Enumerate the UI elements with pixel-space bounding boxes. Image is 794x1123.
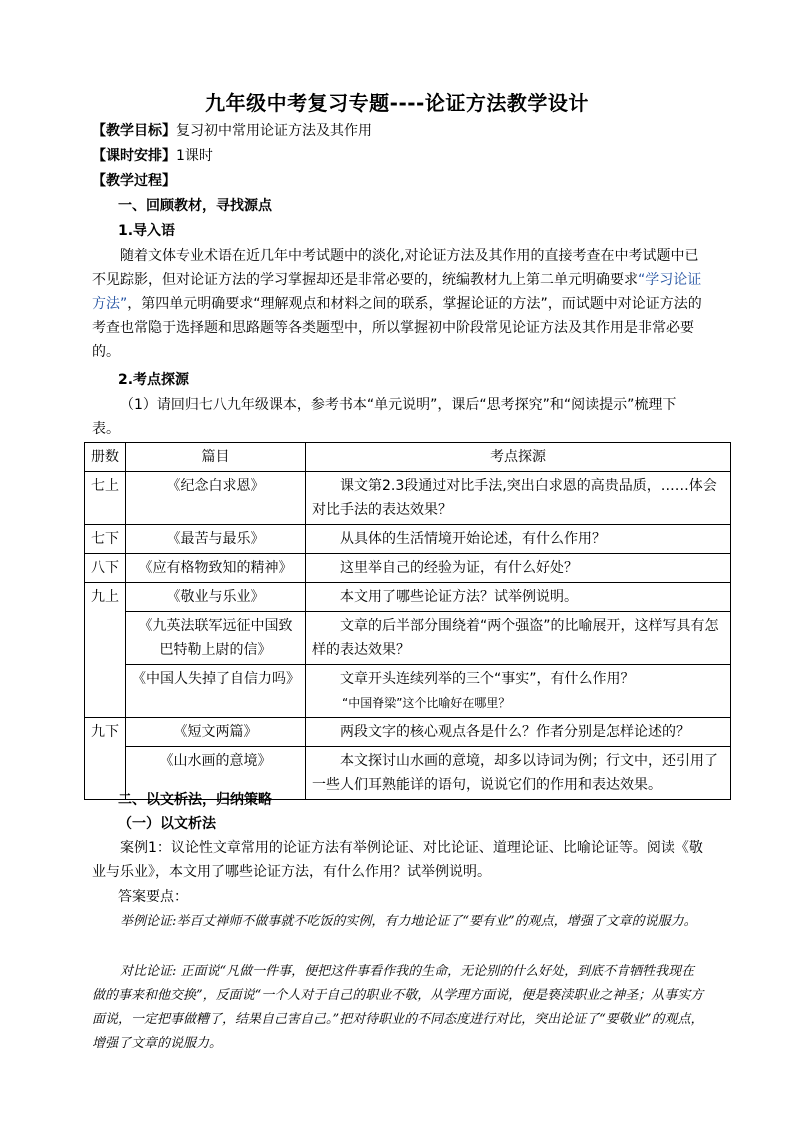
teaching-goal-text: 复习初中常用论证方法及其作用 bbox=[176, 123, 372, 139]
task-paragraph: （1）请回归七八九年级课本，参考书本“单元说明”，课后“思考探究”和“阅读提示”梳理下表。 bbox=[92, 397, 677, 437]
question-cell: 两段文字的核心观点各是什么？作者分别是怎样论述的？ bbox=[306, 718, 731, 747]
answer-label: 答案要点： bbox=[118, 889, 188, 905]
question-cell: 从具体的生活情境开始论述，有什么作用？ bbox=[306, 525, 731, 554]
intro-text-b: ，第四单元明确要求“理解观点和材料之间的联系，掌握论证的方法”，而试题中对论证方法的考查也常隐于选择题和思路题等各类题型中，所以掌握初中阶段常见论证方法及其作用是非常必要的。 bbox=[92, 296, 702, 360]
teaching-process-label: 【教学过程】 bbox=[92, 173, 176, 189]
question-cell: 这里举自己的经验为证，有什么好处？ bbox=[306, 554, 731, 583]
section1-sub1: 1.导入语 bbox=[118, 223, 176, 239]
table-row bbox=[85, 612, 731, 665]
table-row bbox=[85, 554, 731, 583]
book-cell: 七下 bbox=[85, 525, 126, 554]
section2-sub1: （一）以文析法 bbox=[118, 816, 216, 832]
table-row bbox=[85, 525, 731, 554]
intro-quote: “学习论证方法” bbox=[92, 272, 702, 312]
class-schedule bbox=[92, 144, 213, 168]
table-row bbox=[85, 718, 731, 747]
title-cell: 《最苦与最乐》 bbox=[126, 525, 306, 554]
table-header-row bbox=[85, 443, 731, 472]
section1-sub2: 2.考点探源 bbox=[118, 372, 190, 388]
section1-heading: 一、回顾教材，寻找源点 bbox=[118, 198, 272, 214]
class-schedule-text: 1课时 bbox=[176, 148, 213, 164]
title-cell: 《中国人失掉了自信力吗》 bbox=[126, 665, 306, 718]
question-cell: 文章的后半部分围绕着“两个强盗”的比喻展开，这样写具有怎样的表达效果？ bbox=[306, 612, 731, 665]
question-text: 文章开头连续列举的三个“事实”，有什么作用？ bbox=[340, 671, 635, 687]
title-cell: 《敬业与乐业》 bbox=[126, 583, 306, 612]
answer-example: 举例论证:举百丈禅师不做事就不吃饭的实例，有力地论证了“要有业”的观点，增强了文章的说服力。 bbox=[120, 914, 697, 929]
title-cell: 《山水画的意境》 bbox=[126, 747, 306, 800]
source-table bbox=[84, 442, 731, 800]
case1-paragraph: 案例1：议论性文章常用的论证方法有举例论证、对比论证、道理论证、比喻论证等。阅读《敬业与乐业》，本文用了哪些论证方法，有什么作用？试举例说明。 bbox=[92, 840, 703, 880]
question-subtext: “中国脊梁”这个比喻好在哪里？ bbox=[342, 696, 511, 710]
header-source: 考点探源 bbox=[306, 443, 731, 472]
document-title: 九年级中考复习专题----论证方法教学设计 bbox=[205, 91, 589, 115]
question-cell: 本文探讨山水画的意境，却多以诗词为例；行文中，还引用了一些人们耳熟能详的语句，说说它们的作用和表达效果。 bbox=[306, 747, 731, 800]
table-row bbox=[85, 472, 731, 525]
class-schedule-label: 【课时安排】 bbox=[92, 148, 176, 164]
intro-paragraph bbox=[92, 244, 704, 364]
header-title: 篇目 bbox=[126, 443, 306, 472]
table-row bbox=[85, 583, 731, 612]
title-cell: 《九英法联军远征中国致巴特勒上尉的信》 bbox=[126, 612, 306, 665]
teaching-goal bbox=[92, 119, 372, 143]
table-row bbox=[85, 665, 731, 718]
book-cell: 九下 bbox=[85, 718, 126, 800]
question-cell bbox=[306, 665, 731, 718]
title-cell: 《纪念白求恩》 bbox=[126, 472, 306, 525]
section2-heading: 二、以文析法，归纳策略 bbox=[118, 792, 272, 808]
title-cell: 《短文两篇》 bbox=[126, 718, 306, 747]
intro-text-a: 随着文体专业术语在近几年中考试题中的淡化,对论证方法及其作用的直接考查在中考试题中已不见踪影，但对论证方法的学习掌握却还是非常必要的，统编教材九上第二单元明确要求 bbox=[92, 248, 699, 288]
book-cell: 七上 bbox=[85, 472, 126, 525]
teaching-goal-label: 【教学目标】 bbox=[92, 123, 176, 139]
header-book: 册数 bbox=[85, 443, 126, 472]
book-cell: 八下 bbox=[85, 554, 126, 583]
question-cell: 本文用了哪些论证方法？试举例说明。 bbox=[306, 583, 731, 612]
title-cell: 《应有格物致知的精神》 bbox=[126, 554, 306, 583]
book-cell: 九上 bbox=[85, 583, 126, 718]
answer-contrast: 对比论证: 正面说“凡做一件事，便把这件事看作我的生命，无论别的什么好处，到底不肯牺牲我现在做的事来和他交换”，反面说“一个人对于自己的职业不敬，从学理方面说，便是亵渎职业之神圣；从事实方面说，一定把事做糟了，结果自己害自己。”把对待职业的不同态度进行对比，突出论证了“要敬业”的观点，增强了文章的说服力。 bbox=[92, 964, 704, 1051]
question-cell: 课文第2.3段通过对比手法,突出白求恩的高贵品质，……体会对比手法的表达效果？ bbox=[306, 472, 731, 525]
